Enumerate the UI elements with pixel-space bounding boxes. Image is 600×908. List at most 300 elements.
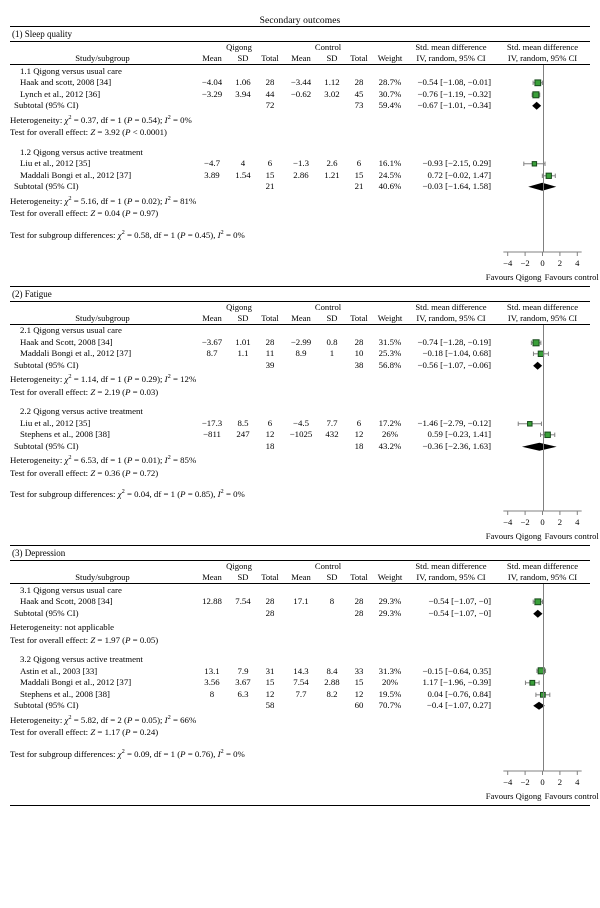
cell-mean1: 8: [209, 688, 215, 699]
panel-title: (2) Fatigue: [12, 288, 52, 299]
cell-mean2: 8.9: [295, 348, 307, 359]
subgroup-header: [10, 584, 590, 596]
cell-total1: 72: [265, 100, 275, 111]
table-row: [10, 418, 590, 430]
cell-ci: 0.04 [−0.76, 0.84]: [427, 688, 492, 699]
spacer-row: [10, 139, 590, 146]
subgroup-label: 2.2 Qigong versus active treatment: [20, 406, 143, 417]
cell-weight: 20%: [381, 677, 399, 688]
col-group-qigong: Qigong: [226, 42, 252, 52]
cell-study: Haak and Scott, 2008 [34]: [20, 596, 113, 607]
page-title: Secondary outcomes: [259, 16, 341, 26]
heterogeneity-text: Heterogeneity: $\chi^2 = 6.53$, df = 1 (P = 0.01); $I^2 = 85\%$: [10, 454, 197, 466]
cell-mean2: −1.3: [293, 158, 309, 169]
cell-total2: 28: [354, 607, 364, 618]
col-study: Study/subgroup: [75, 53, 130, 63]
cell-sd2: 8.2: [326, 688, 338, 699]
cell-study: Stephens et al., 2008 [38]: [20, 429, 110, 440]
table-row: [10, 689, 590, 701]
cell-sd1: 1.01: [235, 336, 251, 347]
subtotal-row: [10, 100, 590, 112]
col-sd2: SD: [326, 572, 338, 583]
cell-total2: 28: [354, 77, 364, 88]
subtotal-row: [10, 700, 590, 712]
col-group-control: Control: [314, 42, 342, 52]
cell-plot-marker: [495, 337, 590, 349]
spacer-row: [10, 220, 590, 229]
table-header-top: [10, 302, 590, 313]
cell-sd2: [319, 100, 345, 112]
cell-ci: −0.93 [−2.15, 0.29]: [422, 158, 492, 169]
cell-mean1: [195, 181, 229, 193]
col-effect-title: Std. mean difference: [415, 42, 487, 52]
subgroup-label: 1.2 Qigong versus active treatment: [20, 146, 143, 157]
svg-text:−4: −4: [503, 776, 513, 787]
cell-total1: 15: [265, 677, 275, 688]
col-plot-sub: IV, random, 95% CI: [507, 312, 578, 323]
panel-container: [0, 26, 600, 806]
axis-label-right: Favours control: [544, 271, 599, 282]
cell-total1: 28: [265, 77, 275, 88]
cell-weight: 56.8%: [378, 359, 402, 370]
table-row: [10, 596, 590, 608]
cell-ci: −0.36 [−2.36, 1.63]: [422, 440, 492, 451]
cell-sd2: 7.7: [326, 417, 338, 428]
svg-text:2: 2: [557, 517, 563, 528]
cell-plot-marker: [495, 596, 590, 608]
cell-sd2: [319, 608, 345, 620]
cell-total2: 12: [354, 429, 364, 440]
col-group-control: Control: [314, 561, 342, 572]
cell-study: Subtotal (95% CI): [14, 607, 79, 618]
subgroup-header: [10, 65, 590, 77]
col-mean1: Mean: [202, 572, 222, 583]
col-plot-title: Std. mean difference: [506, 561, 579, 572]
overall-effect-text: Test for overall effect: Z = 2.19 (P = 0.03): [10, 386, 159, 397]
bottom-rule: [10, 805, 590, 806]
cell-mean1: 13.1: [204, 665, 220, 676]
cell-sd2: 432: [325, 429, 339, 440]
cell-ci: −0.54 [−1.07, −0]: [428, 607, 492, 618]
table-row: [10, 170, 590, 182]
subgroup-label: 1.1 Qigong versus usual care: [20, 65, 122, 76]
cell-mean2: 17.1: [293, 596, 309, 607]
cell-ci: 1.17 [−1.96, −0.39]: [422, 677, 492, 688]
cell-mean1: 3.56: [204, 677, 220, 688]
cell-total1: 15: [265, 169, 275, 180]
forest-body: [10, 325, 590, 534]
cell-mean1: 12.88: [202, 596, 222, 607]
col-effect-sub: IV, random, 95% CI: [416, 312, 486, 323]
cell-plot-marker: [495, 677, 590, 689]
table-row: [10, 89, 590, 101]
cell-total2: 33: [354, 665, 364, 676]
cell-ci: 0.59 [−0.23, 1.41]: [427, 429, 492, 440]
cell-mean1: 8.7: [206, 348, 218, 359]
spacer-row: [10, 739, 590, 748]
overall-effect-text: Test for overall effect: Z = 0.36 (P = 0.72): [10, 467, 159, 478]
table-header-top: [10, 561, 590, 572]
cell-sd1: 7.54: [235, 596, 251, 607]
cell-plot-marker: [495, 100, 590, 112]
col-effect-title: Std. mean difference: [415, 301, 487, 312]
svg-text:4: 4: [575, 517, 580, 528]
cell-plot-marker: [495, 360, 590, 372]
subgroup-header: [10, 406, 590, 418]
svg-text:−4: −4: [503, 517, 513, 528]
col-total1: Total: [261, 572, 279, 583]
col-group-qigong: Qigong: [226, 301, 252, 312]
overall-effect-text: Test for overall effect: Z = 1.97 (P = 0.05): [10, 634, 159, 645]
cell-total1: 28: [265, 607, 275, 618]
cell-total2: 28: [354, 336, 364, 347]
cell-total2: 15: [354, 169, 364, 180]
cell-mean1: −3.29: [201, 88, 223, 99]
cell-sd1: 7.9: [237, 665, 249, 676]
svg-text:−2: −2: [520, 517, 530, 528]
cell-plot-marker: [495, 689, 590, 701]
forest-body: [10, 65, 590, 274]
axis-label-left: Favours Qigong: [485, 790, 544, 801]
cell-mean2: 14.3: [293, 665, 309, 676]
table-row: [10, 429, 590, 441]
axis-cell: [495, 507, 590, 533]
cell-total1: 31: [265, 665, 275, 676]
cell-mean2: −1025: [289, 429, 313, 440]
cell-sd2: 8.4: [326, 665, 338, 676]
subgroup-header: [10, 325, 590, 337]
cell-study: Haak and scott, 2008 [34]: [20, 77, 112, 88]
cell-total1: 58: [265, 700, 275, 711]
spacer-row: [10, 646, 590, 653]
cell-sd1: 1.1: [237, 348, 249, 359]
cell-weight: 16.1%: [378, 158, 402, 169]
axis-row: [10, 507, 590, 533]
cell-mean2: [283, 100, 319, 112]
cell-sd2: 2.88: [324, 677, 340, 688]
heterogeneity-text: Heterogeneity: $\chi^2 = 0.37$, df = 1 (P = 0.54); $I^2 = 0\%$: [10, 113, 192, 125]
col-sd1: SD: [237, 572, 249, 583]
cell-weight: 70.7%: [378, 700, 402, 711]
cell-weight: 29.3%: [378, 607, 402, 618]
table-row: [10, 77, 590, 89]
table-row: [10, 337, 590, 349]
cell-sd2: [319, 181, 345, 193]
col-total1: Total: [261, 53, 279, 63]
col-total2: Total: [350, 312, 368, 323]
cell-mean2: −3.44: [290, 77, 312, 88]
axis-cell: [495, 767, 590, 793]
col-plot-sub: IV, random, 95% CI: [507, 53, 578, 63]
cell-sd1: 247: [236, 429, 250, 440]
axis-label-left: Favours Qigong: [485, 531, 544, 542]
cell-total1: 11: [265, 348, 275, 359]
cell-total1: 6: [267, 158, 273, 169]
svg-text:0: 0: [540, 517, 545, 528]
cell-plot-marker: [495, 418, 590, 430]
cell-weight: 43.2%: [378, 440, 402, 451]
subgroup-label: 3.2 Qigong versus active treatment: [20, 654, 143, 665]
cell-sd2: 3.02: [324, 88, 340, 99]
col-weight-spacer: [373, 561, 407, 572]
cell-mean2: 7.7: [295, 688, 307, 699]
cell-sd1: 1.54: [235, 169, 251, 180]
cell-ci: −0.54 [−1.07, −0]: [428, 596, 492, 607]
spacer-row: [10, 479, 590, 488]
cell-mean1: [195, 100, 229, 112]
cell-study: Maddali Bongi et al., 2012 [37]: [20, 677, 132, 688]
cell-weight: 59.4%: [378, 100, 402, 111]
cell-mean2: [283, 608, 319, 620]
cell-ci: −0.15 [−0.64, 0.35]: [422, 665, 492, 676]
cell-total2: 73: [354, 100, 364, 111]
cell-total2: 6: [356, 158, 362, 169]
col-effect-sub: IV, random, 95% CI: [416, 53, 486, 63]
col-sd2: SD: [326, 312, 338, 323]
subtotal-row: [10, 608, 590, 620]
cell-ci: −0.76 [−1.19, −0.32]: [417, 88, 492, 99]
svg-text:4: 4: [575, 257, 580, 268]
subtotal-row: [10, 360, 590, 372]
cell-study: Maddali Bongi et al., 2012 [37]: [20, 348, 132, 359]
cell-mean1: −4.04: [201, 77, 223, 88]
cell-total2: 28: [354, 596, 364, 607]
cell-mean1: [195, 360, 229, 372]
cell-weight: 29.3%: [378, 596, 402, 607]
col-total2: Total: [350, 572, 368, 583]
subgroup-header: [10, 146, 590, 158]
cell-study: Subtotal (95% CI): [14, 700, 79, 711]
col-plot-title: Std. mean difference: [506, 301, 579, 312]
cell-sd1: 3.94: [235, 88, 251, 99]
cell-mean1: [195, 608, 229, 620]
cell-weight: 31.3%: [378, 665, 402, 676]
cell-sd2: 0.8: [326, 336, 338, 347]
col-group-control: Control: [314, 301, 342, 312]
cell-mean2: −0.62: [290, 88, 312, 99]
col-weight-spacer: [373, 42, 407, 53]
cell-mean1: −17.3: [201, 417, 223, 428]
cell-mean1: −811: [203, 429, 221, 440]
cell-total1: 12: [265, 429, 275, 440]
cell-plot-marker: [495, 89, 590, 101]
col-total2: Total: [350, 53, 368, 63]
subgroup-difference-text: Test for subgroup differences: $\chi^2 = 0.58$, df = 1 (P = 0.45), $I^2 = 0\%$: [10, 229, 245, 240]
cell-sd1: 1.06: [235, 77, 251, 88]
svg-text:−2: −2: [520, 776, 530, 787]
col-plot-sub: IV, random, 95% CI: [507, 572, 578, 583]
cell-mean2: [283, 360, 319, 372]
cell-ci: −0.56 [−1.07, −0.06]: [417, 359, 492, 370]
axis-row: [10, 767, 590, 793]
cell-study: Subtotal (95% CI): [14, 440, 79, 451]
col-study: Study/subgroup: [75, 572, 130, 583]
cell-plot-marker: [495, 665, 590, 677]
panel-title: (3) Depression: [12, 548, 66, 559]
forest-table: [10, 42, 590, 64]
cell-total2: 12: [354, 688, 364, 699]
cell-total1: 39: [265, 359, 275, 370]
axis-cell: [495, 248, 590, 274]
col-weight-spacer: [373, 302, 407, 313]
cell-study: Subtotal (95% CI): [14, 181, 79, 192]
svg-text:−2: −2: [520, 257, 530, 268]
overall-effect-text: Test for overall effect: Z = 1.17 (P = 0.24): [10, 727, 159, 738]
cell-total1: 12: [265, 688, 275, 699]
cell-ci: −0.74 [−1.28, −0.19]: [417, 336, 492, 347]
table-row: [10, 348, 590, 360]
cell-plot-marker: [495, 77, 590, 89]
cell-total1: 18: [265, 440, 275, 451]
table-row: [10, 677, 590, 689]
subgroup-difference-text: Test for subgroup differences: $\chi^2 = 0.09$, df = 1 (P = 0.76), $I^2 = 0\%$: [10, 748, 245, 759]
heterogeneity-text: Heterogeneity: $\chi^2 = 5.82$, df = 2 (P = 0.05); $I^2 = 66\%$: [10, 713, 197, 725]
cell-ci: 0.72 [−0.02, 1.47]: [427, 169, 492, 180]
col-effect-sub: IV, random, 95% CI: [416, 572, 486, 583]
cell-ci: −0.54 [−1.08, −0.01]: [417, 77, 492, 88]
cell-study: Liu et al., 2012 [35]: [20, 158, 91, 169]
cell-mean2: [283, 441, 319, 453]
cell-sd2: 1.12: [324, 77, 340, 88]
svg-text:4: 4: [575, 776, 580, 787]
cell-sd1: 6.3: [237, 688, 249, 699]
panel-1: [10, 26, 599, 286]
table-row: [10, 158, 590, 170]
cell-total1: 6: [267, 417, 273, 428]
cell-mean1: [195, 441, 229, 453]
cell-plot-marker: [495, 181, 590, 193]
panel-3: [10, 545, 599, 805]
cell-weight: 28.7%: [378, 77, 402, 88]
axis-label-right: Favours control: [544, 790, 599, 801]
spacer-row: [10, 399, 590, 406]
cell-study: Maddali Bongi et al., 2012 [37]: [20, 169, 132, 180]
cell-study: Subtotal (95% CI): [14, 100, 79, 111]
col-mean2: Mean: [291, 312, 311, 323]
col-mean1: Mean: [202, 53, 222, 63]
subgroup-label: 2.1 Qigong versus usual care: [20, 325, 122, 336]
cell-total2: 6: [356, 417, 362, 428]
col-weight: Weight: [377, 53, 403, 63]
cell-sd2: 8: [329, 596, 335, 607]
col-sd1: SD: [237, 312, 249, 323]
cell-sd1: 8.5: [237, 417, 249, 428]
svg-text:0: 0: [540, 257, 545, 268]
cell-ci: −0.18 [−1.04, 0.68]: [422, 348, 492, 359]
col-group-qigong: Qigong: [226, 561, 252, 572]
cell-study: Astin et al., 2003 [33]: [20, 665, 98, 676]
cell-plot-marker: [495, 700, 590, 712]
cell-sd1: 3.67: [235, 677, 251, 688]
bottom-rule-container: [10, 805, 590, 806]
svg-text:−4: −4: [503, 257, 513, 268]
cell-study: Lynch et al., 2012 [36]: [20, 88, 101, 99]
panel-title: (1) Sleep quality: [12, 29, 72, 39]
cell-mean1: −3.67: [201, 336, 223, 347]
cell-study: Liu et al., 2012 [35]: [20, 417, 91, 428]
col-mean2: Mean: [291, 572, 311, 583]
cell-sd1: [229, 181, 257, 193]
cell-weight: 25.3%: [378, 348, 402, 359]
svg-text:0: 0: [540, 776, 545, 787]
heterogeneity-text: Heterogeneity: $\chi^2 = 5.16$, df = 1 (P = 0.02); $I^2 = 81\%$: [10, 194, 197, 206]
cell-weight: 24.5%: [378, 169, 402, 180]
subtotal-row: [10, 181, 590, 193]
cell-sd1: [229, 100, 257, 112]
cell-total1: 28: [265, 336, 275, 347]
svg-text:2: 2: [557, 776, 563, 787]
forest-body: [10, 584, 590, 793]
cell-mean2: −4.5: [293, 417, 309, 428]
col-mean1: Mean: [202, 312, 222, 323]
cell-plot-marker: [495, 441, 590, 453]
cell-sd1: [229, 441, 257, 453]
cell-plot-marker: [495, 170, 590, 182]
col-study: Study/subgroup: [75, 312, 130, 323]
cell-sd2: [319, 360, 345, 372]
subgroup-header: [10, 653, 590, 665]
cell-plot-marker: [495, 429, 590, 441]
heterogeneity-text: Heterogeneity: $\chi^2 = 1.14$, df = 1 (P = 0.29); $I^2 = 12\%$: [10, 373, 197, 385]
subtotal-row: [10, 441, 590, 453]
cell-mean1: 3.89: [204, 169, 220, 180]
cell-sd1: [229, 360, 257, 372]
col-weight: Weight: [377, 312, 403, 323]
cell-sd1: [229, 608, 257, 620]
col-effect-title: Std. mean difference: [415, 561, 487, 572]
cell-mean2: [283, 700, 319, 712]
table-header-top: [10, 42, 590, 53]
panel-2: [10, 286, 599, 546]
col-mean2: Mean: [291, 53, 311, 63]
cell-total2: 38: [354, 359, 364, 370]
subgroup-difference-text: Test for subgroup differences: $\chi^2 = 0.04$, df = 1 (P = 0.85), $I^2 = 0\%$: [10, 488, 245, 500]
cell-sd2: [319, 700, 345, 712]
cell-total2: 21: [354, 181, 364, 192]
cell-sd2: 2.6: [326, 158, 338, 169]
cell-total2: 45: [354, 88, 364, 99]
cell-total1: 28: [265, 596, 275, 607]
cell-mean2: −2.99: [290, 336, 312, 347]
cell-sd2: [319, 441, 345, 453]
cell-total2: 10: [354, 348, 364, 359]
cell-ci: −0.4 [−1.07, 0.27]: [426, 700, 492, 711]
overall-effect-text: Test for overall effect: Z = 0.04 (P = 0.97): [10, 208, 159, 219]
cell-total2: 18: [354, 440, 364, 451]
cell-study: Stephens et al., 2008 [38]: [20, 688, 110, 699]
cell-mean2: 7.54: [293, 677, 309, 688]
svg-text:2: 2: [557, 257, 563, 268]
col-plot-title: Std. mean difference: [506, 42, 579, 52]
cell-ci: −0.03 [−1.64, 1.58]: [422, 181, 492, 192]
cell-plot-marker: [495, 608, 590, 620]
cell-sd1: 4: [240, 158, 246, 169]
cell-weight: 19.5%: [378, 688, 402, 699]
cell-total1: 44: [265, 88, 275, 99]
cell-weight: 17.2%: [378, 417, 402, 428]
cell-ci: −0.67 [−1.01, −0.34]: [417, 100, 492, 111]
overall-effect-text: Test for overall effect: Z = 3.92 (P < 0.0001): [10, 127, 167, 138]
cell-plot-marker: [495, 348, 590, 360]
cell-sd1: [229, 700, 257, 712]
col-sd1: SD: [237, 53, 249, 63]
cell-total2: 15: [354, 677, 364, 688]
cell-sd2: 1: [329, 348, 335, 359]
axis-label-right: Favours control: [544, 531, 599, 542]
cell-study: Subtotal (95% CI): [14, 359, 79, 370]
heterogeneity-text: Heterogeneity: not applicable: [10, 622, 115, 633]
cell-total2: 60: [354, 700, 364, 711]
